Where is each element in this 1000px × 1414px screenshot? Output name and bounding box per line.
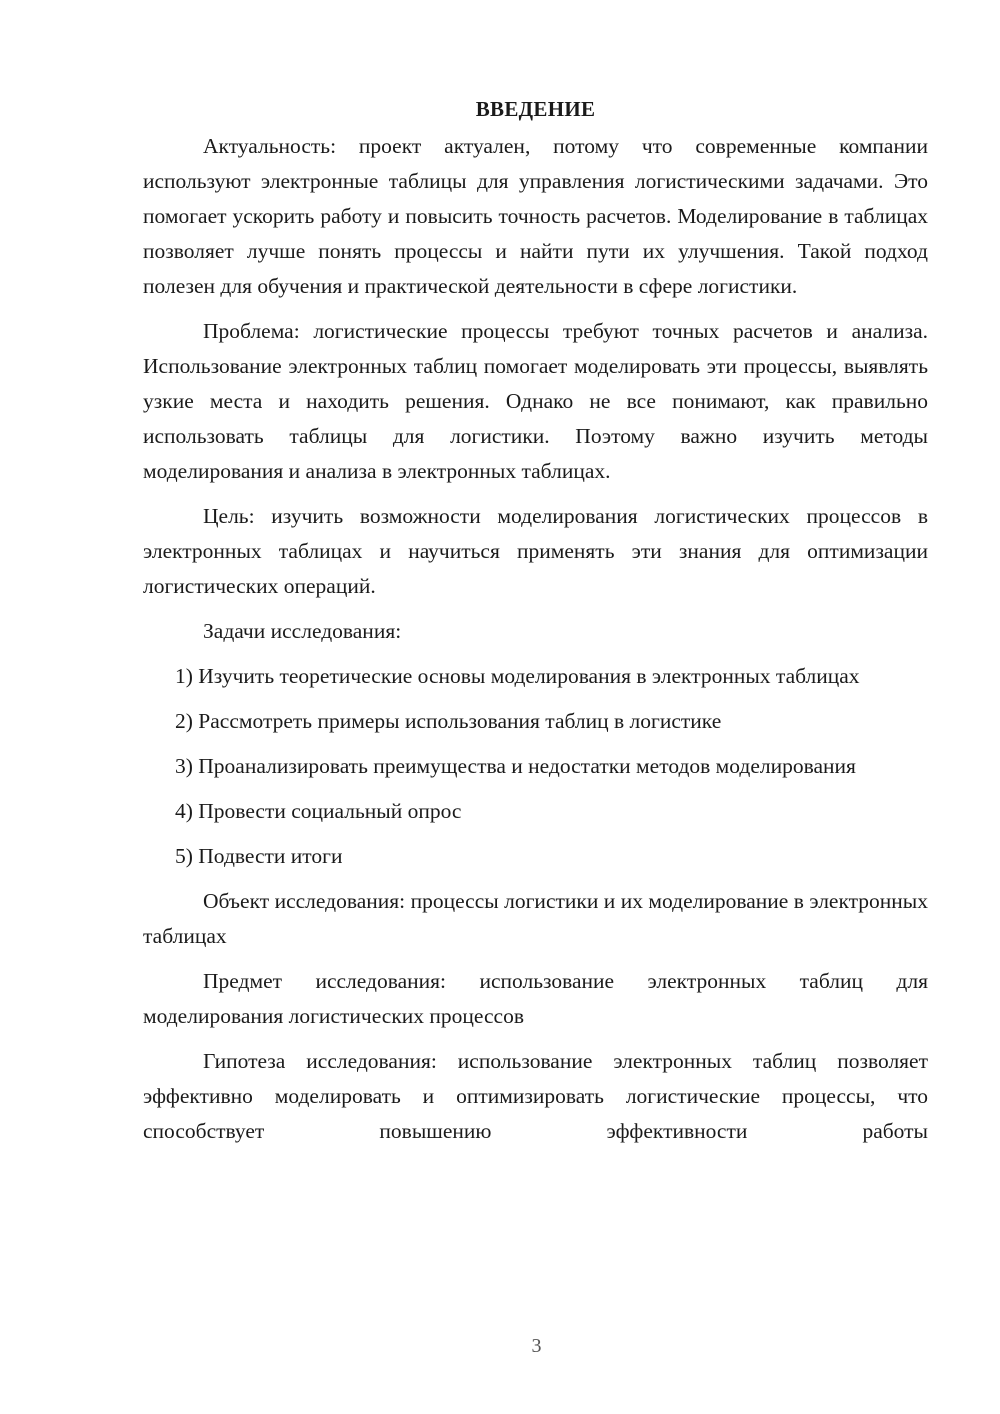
task-item-3: 3) Проанализировать преимущества и недостатки методов моделирования xyxy=(175,754,856,778)
paragraph-goal: Цель: изучить возможности моделирования логистических процессов в электронных таблицах и научиться применять эти знания для оптимизации логистических операций. xyxy=(143,504,928,598)
task-item-1: 1) Изучить теоретические основы моделирования в электронных таблицах xyxy=(175,664,860,688)
section-title: ВВЕДЕНИЕ xyxy=(475,97,596,121)
page-number: 3 xyxy=(531,1335,542,1357)
paragraph-problem: Проблема: логистические процессы требуют точных расчетов и анализа. Использование электронных таблиц помогает моделировать эти процессы, выявлять узкие места и находить решения. Однако не все понимают, как правильно использовать таблицы для логистики. Поэтому важно изучить методы моделирования и анализа в электронных таблицах. xyxy=(143,319,928,483)
paragraph-tasks-heading: Задачи исследования: xyxy=(203,619,402,643)
task-item-2: 2) Рассмотреть примеры использования таблиц в логистике xyxy=(175,709,722,733)
page-content xyxy=(143,92,928,1149)
paragraph-object: Объект исследования: процессы логистики и их моделирование в электронных таблицах xyxy=(143,889,928,948)
paragraph-relevance: Актуальность: проект актуален, потому что современные компании используют электронные таблицы для управления логистическими задачами. Это помогает ускорить работу и повысить точность расчетов. Моделирование в таблицах позволяет лучше понять процессы и найти пути их улучшения. Такой подход полезен для обучения и практической деятельности в сфере логистики. xyxy=(143,134,928,298)
paragraph-subject: Предмет исследования: использование электронных таблиц для моделирования логистических процессов xyxy=(143,969,928,1028)
task-item-5: 5) Подвести итоги xyxy=(175,844,343,868)
paragraph-hypothesis: Гипотеза исследования: использование электронных таблиц позволяет эффективно моделировать и оптимизировать логистические процессы, что способствует повышению эффективности работы xyxy=(143,1049,928,1143)
task-item-4: 4) Провести социальный опрос xyxy=(175,799,462,823)
